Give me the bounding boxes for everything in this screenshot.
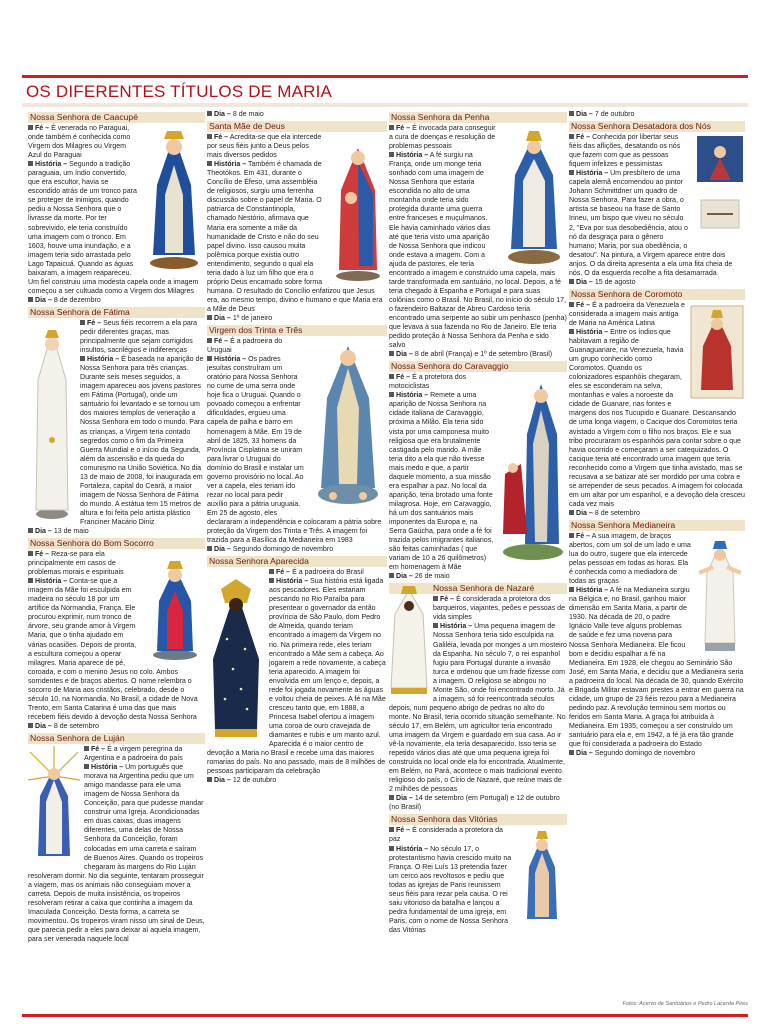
section-title: Nossa Senhora de Nazaré [389,583,567,594]
section-fe: Fé – É considerada a protetora da paz [389,827,503,844]
section-fe: Fé – É a padroeira do Uruguai [207,338,283,355]
section-penha [389,112,567,359]
section-lujan [28,733,205,944]
section-caacupe [28,112,205,305]
section-historia: História – Um presbítero de uma capela alemã encomendou ao pintor Johann Schmittdner um quadro de Nossa Senhora. Para fazer a obra, o artista se baseou na frase de Santo Irineu, um bispo que viveu no século 2, "Eva por sua desobediência, atou o nó da desgraça para o gênero humano; Maria, por sua obediência, o desatou". Na pintura, a Virgem aparece entre dois anjos. O da direita apresenta a ela uma fita cheia de nós. O da esquerda recolhe a fita desamarrada [569,170,733,277]
section-fe: Fé – Seus fiéis recorrem a ela para pedir diferentes graças, mas principalmente que sejam corrigidos insultos, sacrilégios e indiferenças [80,319,198,355]
section-fe: Fé – É considerada a protetora dos barqueiros, viajantes, peões e pessoas de vida simples [433,596,566,622]
medianeira-statue [695,533,745,653]
section-title: Nossa Senhora de Luján [28,733,205,744]
section-title: Nossa Senhora de Coromoto [569,289,745,300]
section-fe: Fé – A sua imagem, de braços abertos, com um sol de um lado e uma lua do outro, sugere que ela intercede pelas pessoas em todas as horas. Ela é conhecida como a mediadora de todas as graças [569,532,691,586]
section-historia: História – Entre os índios que habitavam a região de Guanaguanare, na Venezuela, havia um grupo conhecido como Coromotos. Quando os colonizadores espanhóis chegaram, eles se esconderam na selva, montanhas e vales a noroeste da cidade de Guanare, nas fontes e margens dos rios Tucupido e Guanare. Descansando de uma longa viagem, o Cacique dos Coromotos teria avistado a Virgem com o filho nos braços. Ele e sua tribo procuraram os espanhóis para contar sobre o que havia ocorrido e começaram a ser catequizados. O cacique teria até encontrado uma imagem que teria reconhecido como a Virgem que tinha avistado, mas se recusava a se batizar até ser mordido por uma cobra e se arrepender de seus pecados. A imagem foi colocada em um altar por um espanhol, e a devoção dela cresceu cada vez mais [569,328,745,508]
title-band [22,103,748,107]
section-bom-socorro [28,538,205,731]
section-dia: Dia – 12 de outubro [207,776,387,785]
section-historia: História – No século 17, o protestantismo havia crescido muito na França. O Rei Luís 13 pretendia fazer um cerco aos revoltosos e pediu que todas as igrejas de Paris reunissem seus fiéis para rezar pela causa. O rei saiu vitorioso da batalha e lançou a pedra fundamental de uma igreja, em Paris, com o nome de Nossa Senhora das Vitórias [389,845,512,934]
aparecida-statue [207,569,265,739]
section-dia: Dia – Segundo domingo de novembro [207,545,387,554]
section-title: Santa Mãe de Deus [207,121,387,132]
trinta-e-tres-statue [309,338,387,508]
section-dia: Dia – 8 de setembro [569,509,745,518]
section-historia: História – Segundo a tradição paraguaia, um índio convertido, que era escultor, havia se escondido atrás de um tronco para se proteger de inimigos, quando pediu a Nossa Senhora que o livrasse da morte. Por ter sobrevivido, ele teria construído uma imagem com o tronco. Em 1603, houve uma inundação, e a imagem teria sido arrastada pelo Lago Tapaicuá. Quando as águas baixaram, a imagem reapareceu. Um fiel construiu uma modesta capela onde a imagem começou a ser cultuada como a Virgem dos Milagres [28,161,199,295]
section-dia: Dia – 8 de abril (França) e 1º de setembro (Brasil) [389,350,567,359]
section-title: Virgem dos Trinta e Três [207,325,387,336]
section-dia: Dia – 26 de maio [389,572,567,581]
section-title: Nossa Senhora da Penha [389,112,567,123]
section-coromoto [569,289,745,518]
section-historia: História – A fé surgiu na França, onde um monge teria sonhado com uma imagem de Nossa Senhora que estaria escondida no alto de uma montanha onde teria sido protegida durante uma guerra entre franceses e muçulmanos. Ele havia caminhado vários dias até que teria visto uma aparição de Nossa Senhora que indicou onde estava a imagem. Com a ajuda de pastores, ele teria encontrado a imagem e construído uma capela, mais tarde transformada em santuário, no local. Depois, a fé teria chegado à Espanha e Portugal e para suas colônias como o Brasil. No Brasil, no início do século 17, o fazendeiro Baltazar de Abreu Cardoso teria encontrado uma serpente ao subir um penhasco (penha) que levava à sua fazenda no Rio de Janeiro. Ele teria pedido proteção à Nossa Senhora da Penha e sido salvo [389,152,567,350]
section-fe: Fé – É a protetora dos motociclistas [389,374,467,391]
section-lujan-continued [207,110,387,119]
section-dia: Dia – 8 de setembro [28,722,205,731]
section-dia: Dia – 14 de setembro (em Portugal) e 12 de outubro (no Brasil) [389,795,560,812]
section-vitorias-continued [569,110,745,119]
section-fe: Fé – Reza-se para ela principalmente em casos de problemas morais e espirituais [28,551,124,577]
section-historia: História – Remete a uma aparição de Nossa Senhora na cidade italiana de Caravaggio, próxima a Milão. Ela teria sido vista por uma camponesa muito religiosa que era brutalmente castigada pelo marido. A mãe teria dito a ela que não tivesse mais medo e que, a partir daquele momento, a sua missão era espalhar a paz. No local da aparição, teria brotado uma fonte milagrosa. Hoje, em Caravaggio, há um dos santuários mais imponentes da Europa e, na Serra Gaúcha, para onde a fé foi trazida pelos imigrantes italianos, são feitas caminhadas ( que variam de 10 a 26 quilômetros) em homenagem à Mãe [389,392,494,572]
santa-mae-statue [329,134,387,282]
section-fe: Fé – É a padroeira da Venezuela e considerada a imagem mais antiga de Maria na América Latina [569,301,685,327]
penha-statue [501,125,567,265]
section-trinta-e-tres [207,325,387,554]
section-title: Nossa Senhora Medianeira [569,520,745,531]
section-fe: Fé – É invocada para conseguir a cura de doenças e resolução de problemas pessoais [389,125,496,151]
section-title: Nossa Senhora de Caacupé [28,112,205,123]
section-vitorias [389,814,567,935]
lujan-statue [28,746,80,864]
section-aparecida [207,556,387,785]
section-santa-mae [207,121,387,323]
section-dia: Dia – 13 de maio [28,527,205,536]
nazare-statue [389,584,429,696]
section-title: Nossa Senhora do Bom Socorro [28,538,205,549]
fatima-statue [28,320,76,520]
section-historia: História – Sua história está ligada aos pescadores. Eles estariam pescando no Rio Paraíba para presentear o governador da então província de São Paulo, dom Pedro de Almeida, quando teriam encontrado a imagem da Virgem no rio. Na primeira rede, eles teriam encontrado a Mãe sem a cabeça. Ao jogarem a rede novamente, a cabeça teria aparecido. A imagem foi envolvida em um lenço e, depois, a rede foi jogada novamente às águas e voltou cheia de peixes. A fé na Mãe cresceu tanto que, em 1888, a Princesa Isabel ofertou a imagem uma coroa de ouro cravejada de diamantes e rubis e um manto azul. Aparecida é o maior centro de devoção a Maria no Brasil e recebe uma das maiores romarias do país. No ano passado, mais de 8 milhões de pessoas participaram da celebração [207,578,386,776]
section-dia: Dia – 8 de maio [207,110,387,119]
section-fe: Fé – Acredita-se que ela intercede por seus fiéis junto a Deus pelos mais diversos pedidos [207,134,322,160]
section-title: Nossa Senhora Aparecida [207,556,387,567]
section-fe: Fé – É a virgem peregrina da Argentina e a padroeira do país [84,746,183,763]
photo-credit: Fotos: Acervo de Santuários e Pedro Lacerda Pires [622,1001,748,1007]
section-medianeira [569,520,745,758]
column-1 [28,110,205,944]
section-historia: História – É baseada na aparição de Nossa Senhora para três crianças. Durante seis meses seguidos, a imagem apareceu aos jovens pastores em Fátima (Portugal), onde um santuário foi levantado e se tornou um dos maiores templos de veneração a Nossa Senhora em todo o mundo. Para as crianças, a Virgem teria contado segredos como o fim da Primeira Guerra Mundial e o início da Segunda, além da ascensão e da queda do comunismo na União Soviética. No dia 13 de maio de 2008, foi inaugurada em Fortaleza, capital do Ceará, a maior imagem de Nossa Senhora de Fátima do mundo. A estátua tem 15 metros de altura e foi feita pelo artista plástico Franciner Macário Diniz [80,356,205,526]
section-desatadora [569,121,745,287]
vitorias-statue [517,827,567,927]
section-fatima [28,307,205,536]
section-dia: Dia – 1º de janeiro [207,314,387,323]
column-2 [207,110,387,785]
top-rule [22,75,748,78]
column-3 [389,110,567,935]
section-title: Nossa Senhora de Fátima [28,307,205,318]
section-nazare [389,583,567,812]
coromoto-statue [689,302,745,402]
caravaggio-statue [499,374,567,564]
section-historia: História – Também é chamada de Theotókos. Em 431, durante o Concílio de Éfeso, uma assembléia de religiosos, surgiu uma ferrenha discussão sobre o papel de Maria. O patriarca de Constantinopla, chamado Nestório, afirmava que Maria era somente a mãe da humanidade de Cristo e não do seu papel divino. Isso causou muita polêmica porque existia outro entendimento, segundo o qual ela teria dado à luz um filho que era o próprio Deus encarnado sobre forma humana. O resultado do Concílio enfatizou que Jesus era, ao mesmo tempo, divino e humano e que Maria era a Mãe de Deus [207,161,383,313]
bottom-rule [22,1014,748,1017]
caacupe-statue [143,125,205,270]
bom-socorro-statue [145,551,205,661]
section-fe: Fé – É a padroeira do Brasil [207,568,387,577]
section-historia: História – Conta-se que a imagem da Mãe foi esculpida em madeira no século 18 por um artífice da Normandia, França. Ele procurou exprimir, num tronco de árvore, seu grande amor à Virgem Maria, que o tinha ajudado em várias ocasiões. Depois de pronta, a escultura começou a operar milagres. Maria aparece de pé, coroada, e com o menino Jesus no colo. Ambos sorridentes e de braços abertos. O nome relembra o socorro de Maria aos cristãos, celebrado, desde o século 10, na Normandia. No Brasil, a cidade de Nova Trento, em Santa Catarina é uma das que mais recebem fiéis devido à devoção desta Nossa Senhora [28,578,198,721]
section-title: Nossa Senhora do Caravaggio [389,361,567,372]
section-title: Nossa Senhora das Vitórias [389,814,567,825]
section-dia: Dia – 8 de dezembro [28,296,205,305]
section-historia: História – Os padres jesuítas construíram um oratório para Nossa Senhora no cume de uma serra onde hoje fica o Uruguai. Quando o povoado começou a enfrentar dificuldades, ergueu uma capela de palha e barro em homenagem à Mãe. Em 19 de abril de 1825, 33 homens da Província Cisplatina se uniram para livrar o Uruguai do domínio do Brasil e instalar um governo provisório no local. Ao ver a capela, eles teriam ido rezar no local para pedir auxílio para a pátria uruguaia. Em 25 de agosto, eles declararam a independência e colocaram a pátria sobre proteção da Virgem dos Trinta e Três. A imagem foi trazida para a Basílica da Medianeira em 1983 [207,356,382,545]
page-title: OS DIFERENTES TÍTULOS DE MARIA [26,82,333,101]
section-dia: Dia – 15 de agosto [569,278,745,287]
section-historia: História – A fé na Medianeira surgiu na Bélgica e, no Brasil, ganhou maior dimensão em Santa Maria, a partir de 1930. Na década de 20, o padre Ignácio Valle teve alguns problemas de saúde e fez uma novena para Nossa Senhora Medianeira. Ele ficou bom e decidiu espalhar a fé na Medianeira. Em 1928, ele chegou ao Seminário São José, em Santa Maria, e decidiu que a Medianeira seria a padroeira do local. Na década de 30, quando Exército e Brigada Militar estavam prestes a entrar em guerra na cidade, um grupo de 23 fiéis rezou para a Medianeira pedindo paz. A revolução terminou sem mortos ou feridos em Santa Maria. A graça foi atribuída à Medianeira. Em 1935, começou a ser construído um santuário para ela e, em 1942, a fé já era tão grande que foi considerada a padroeira do Estado [569,587,744,749]
section-fe: Fé – Conhecida por libertar seus fiéis das aflições, desatando os nós que fazem com que as pessoas fiquem infelizes e pessimistas [569,134,681,169]
section-dia: Dia – Segundo domingo de novembro [569,749,745,758]
section-fe: Fé – É venerada no Paraguai, onde também é conhecida como Virgem dos Milagres ou Virgem Azul do Paraguai [28,125,131,160]
section-historia: História – Uma pequena imagem de Nossa Senhora teria sido esculpida na Galiléia, levada por monges a um mosteiro da Espanha. No século 7, o rei espanhol fugiu para Portugal durante a invasão turca e ordenou que um frade fizesse com a imagem. O religioso se abrigou no Monte São, onde foi encontrado morto. Já a imagem, só foi reencontrada séculos depois, num pequeno abrigo de pedras no alto do monte. No Brasil, teria ocorrido situação semelhante. No século 17, em Belém, um agricultor teria encontrado uma imagem da Virgem e guardado em sua casa. Ao ir vê-la novamente, ela teria desaparecido. Isso teria se repetido vários dias até que uma pequena igreja foi construída no local onde ela foi encontrada. Atualmente, em Belém, no Pará, acontece o mais tradicional evento religioso do país, o Círio de Nazaré, que reúne mais de 2 milhões de pessoas [389,623,567,794]
column-4 [569,110,745,758]
section-dia: Dia – 7 de outubro [569,110,745,119]
section-caravaggio [389,361,567,581]
section-historia: História – Um português que morava na Argentina pediu que um amigo mandasse para ele uma imagem de Nossa Senhora da Conceição, para que pudesse mandar construir uma Igreja. Acondicionadas em duas caixas, duas imagens diferentes, uma delas de Nossa Senhora da Conceição, foram colocadas em uma carreta e saíram de Buenos Aires. Quando os tropeiros chegaram às margens do Rio Luján resolveram dormir. No dia seguinte, tentaram prosseguir a viagem, mas os animais não conseguiam mover a carreta. Depois de muita insistência, os tropeiros resolveram retirar a caixa que continha a imagem da Imaculada Conceição. Desta forma, a carreta se movimentou. Os tropeiros viram nisso um sinal de Deus, que parecia pedir a eles para deixar aí aquela imagem, para ser venerada naquele local [28,764,205,943]
section-title: Nossa Senhora Desatadora dos Nós [569,121,745,132]
desatadora-painting [695,134,745,244]
